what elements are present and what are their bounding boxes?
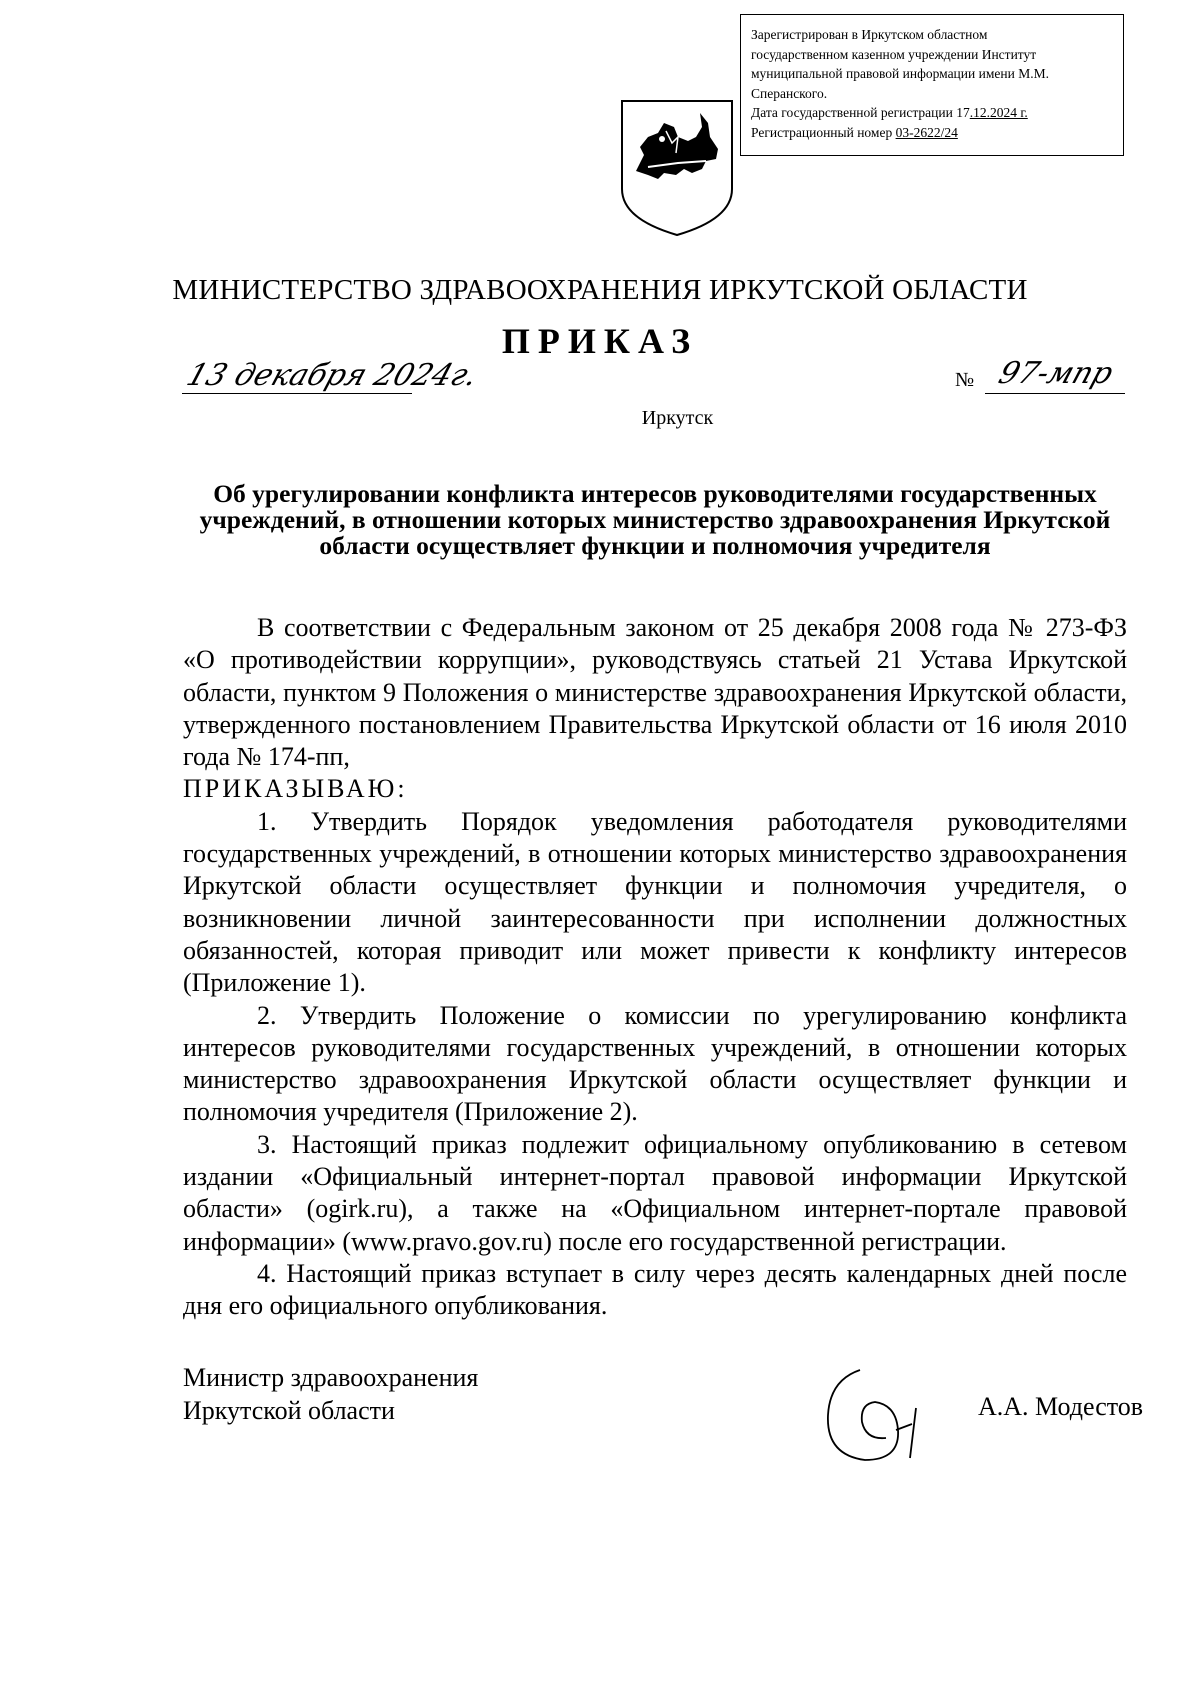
handwritten-number: 97-мпр bbox=[994, 356, 1118, 391]
coat-of-arms-icon bbox=[618, 97, 736, 237]
signatory-name: А.А. Модестов bbox=[978, 1392, 1144, 1421]
stamp-line: государственном казенном учреждении Институт bbox=[751, 46, 1037, 62]
document-title: Об урегулировании конфликта интересов руководителями государственных учреждений, в отношении которых министерство здравоохранения Иркутской области осуществляет функции и полномочия учредителя bbox=[199, 479, 1111, 560]
handwritten-signature-icon bbox=[820, 1360, 930, 1470]
stamp-number-value: 03-2622/24 bbox=[895, 124, 958, 140]
city: Иркутск bbox=[641, 407, 714, 429]
ministry-name: МИНИСТЕРСТВО ЗДРАВООХРАНЕНИЯ ИРКУТСКОЙ ОБЛАСТИ bbox=[172, 274, 1028, 306]
order-item: 2. Утвердить Положение о комиссии по урегулированию конфликта интересов руководителями государственных учреждений, в отношении которых министерство здравоохранения Иркутской области осуществляет функции и полномочия учредителя (Приложение 2). bbox=[183, 1000, 1127, 1127]
order-item: 4. Настоящий приказ вступает в силу через десять календарных дней после дня его официального опубликования. bbox=[183, 1258, 1127, 1321]
order-item: 1. Утвердить Порядок уведомления работодателя руководителями государственных учреждений, в отношении которых министерство здравоохранения Иркутской области осуществляет функции и полномочия учредителя, о возникновении личной заинтересованности при исполнении должностных обязанностей, которая приводит или может привести к конфликту интересов (Приложение 1). bbox=[183, 806, 1127, 998]
order-item: 3. Настоящий приказ подлежит официальному опубликованию в сетевом издании «Официальный интернет-портал правовой информации Иркутской области» (ogirk.ru), а также на «Официальном интернет-портале правовой информации» (www.pravo.gov.ru) после его государственной регистрации. bbox=[183, 1129, 1127, 1256]
stamp-date-prefix: 17 bbox=[956, 105, 970, 120]
registration-stamp bbox=[740, 14, 1124, 156]
stamp-line: Зарегистрирован в Иркутском областном bbox=[751, 27, 988, 42]
stamp-number-row bbox=[751, 123, 1113, 143]
stamp-line: Сперанского. bbox=[751, 85, 828, 101]
stamp-date-row bbox=[751, 103, 1113, 123]
position-line: Министр здравоохранения bbox=[183, 1363, 479, 1392]
handwritten-date: 13 декабря 2024г. bbox=[182, 358, 482, 393]
order-word: ПРИКАЗЫВАЮ: bbox=[183, 774, 408, 804]
stamp-line: муниципальной правовой информации имени М.М. bbox=[751, 66, 1049, 81]
document-body bbox=[183, 612, 1127, 1323]
stamp-date-label: Дата государственной регистрации bbox=[751, 105, 957, 120]
position-line: Иркутской области bbox=[183, 1396, 395, 1425]
stamp-date-value: .12.2024 г. bbox=[969, 105, 1028, 120]
signatory-position bbox=[183, 1361, 478, 1427]
number-underline bbox=[985, 393, 1125, 394]
document-type: ПРИКАЗ bbox=[501, 321, 699, 361]
date-underline bbox=[182, 393, 412, 394]
number-sign: № bbox=[955, 369, 975, 391]
stamp-number-label: Регистрационный номер bbox=[751, 124, 896, 140]
preamble: В соответствии с Федеральным законом от 25 декабря 2008 года № 273-ФЗ «О противодействии коррупции», руководствуясь статьей 21 Устава Иркутской области, пунктом 9 Положения о министерстве здравоохранения Иркутской области, утвержденного постановлением Правительства Иркутской области от 16 июля 2010 года № 174-пп, bbox=[183, 613, 1127, 772]
